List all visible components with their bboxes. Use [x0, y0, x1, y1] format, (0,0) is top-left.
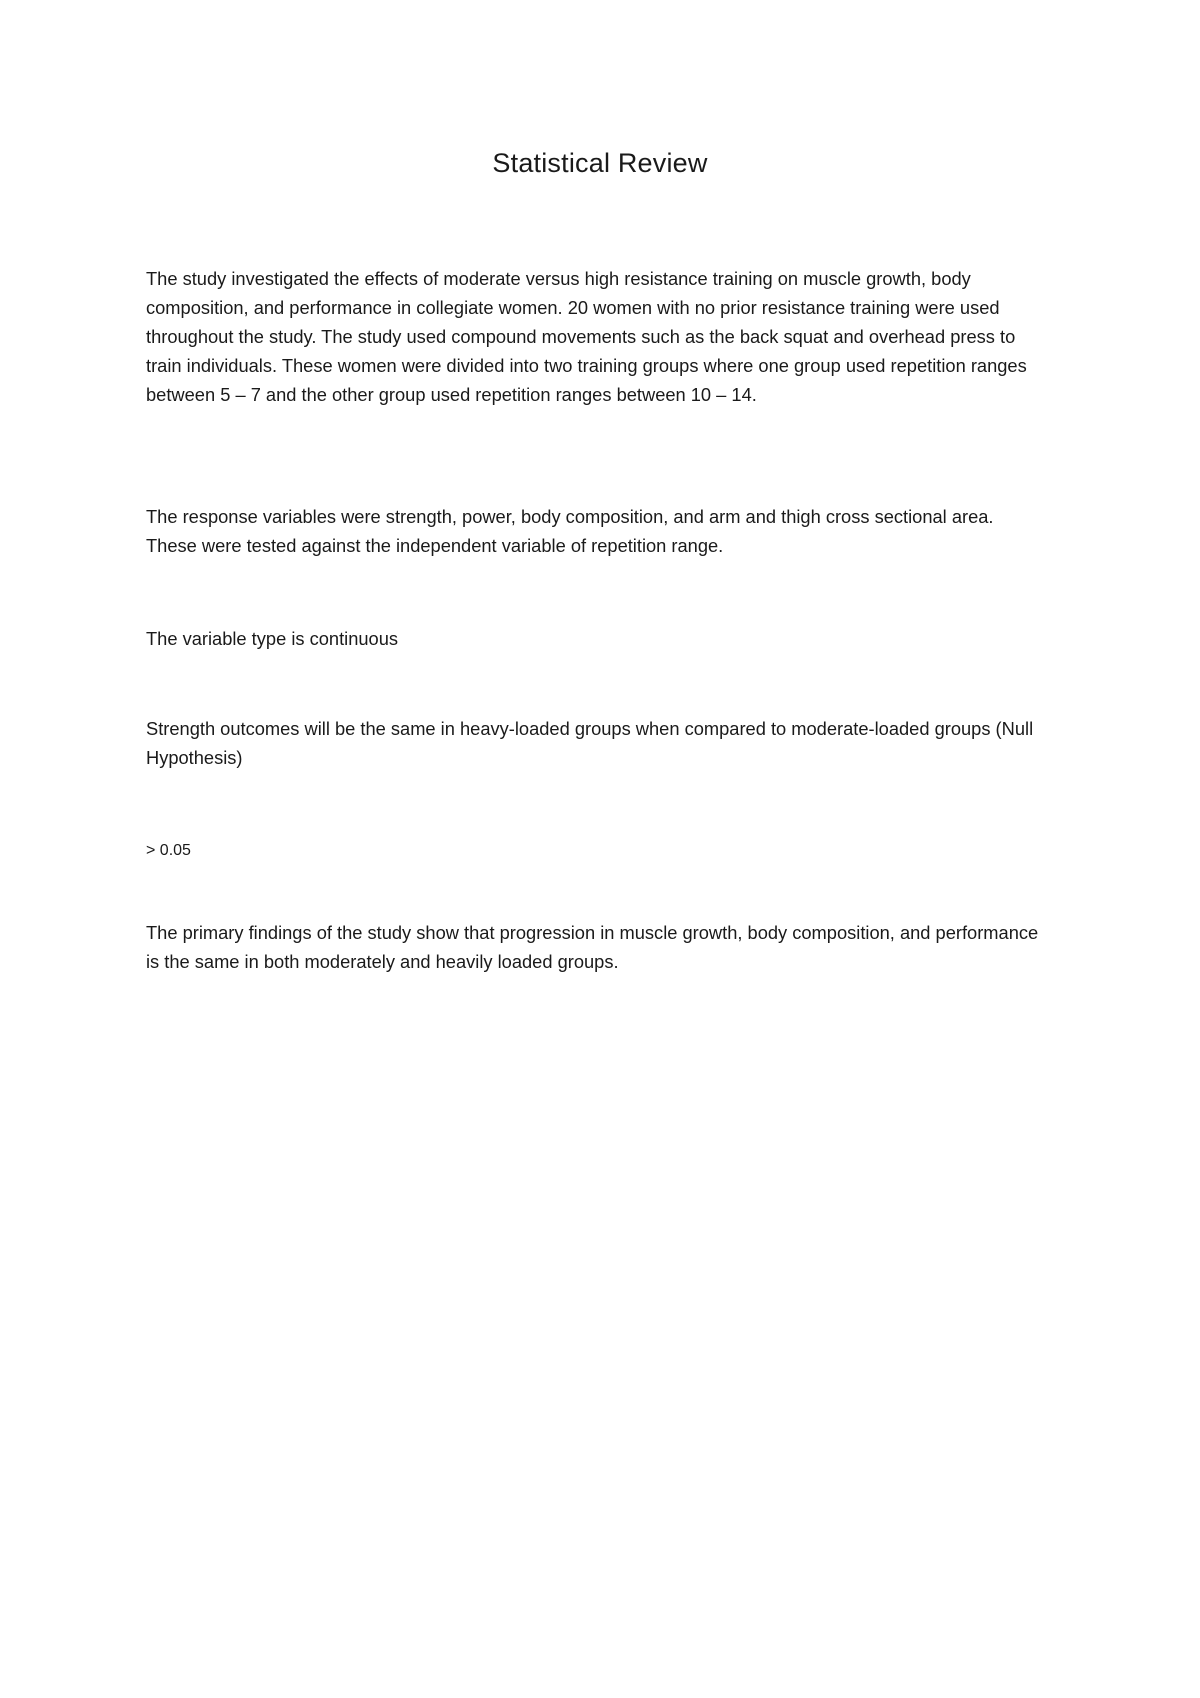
paragraph-response-variables: The response variables were strength, power, body composition, and arm and thigh cross sectional area. These were tested against the independent variable of repetition range.	[146, 506, 994, 556]
paragraph-null-hypothesis: Strength outcomes will be the same in heavy-loaded groups when compared to moderate-loaded groups (Null Hypothesis)	[146, 718, 1034, 768]
paragraph-alpha-level: > 0.05	[146, 842, 191, 859]
paragraph-variable-type: The variable type is continuous	[146, 628, 399, 649]
page-title: Statistical Review	[492, 148, 708, 178]
paragraph-study-overview: The study investigated the effects of moderate versus high resistance training on muscle growth, body composition, and performance in collegiate women. 20 women with no prior resistance training were used throughout the study. The study used compound movements such as the back squat and overhead press to train individuals. These women were divided into two training groups where one group used repetition ranges between 5 – 7 and the other group used repetition ranges between 10 – 14.	[146, 268, 1027, 405]
paragraph-primary-findings: The primary findings of the study show that progression in muscle growth, body composition, and performance is the same in both moderately and heavily loaded groups.	[146, 922, 1039, 972]
